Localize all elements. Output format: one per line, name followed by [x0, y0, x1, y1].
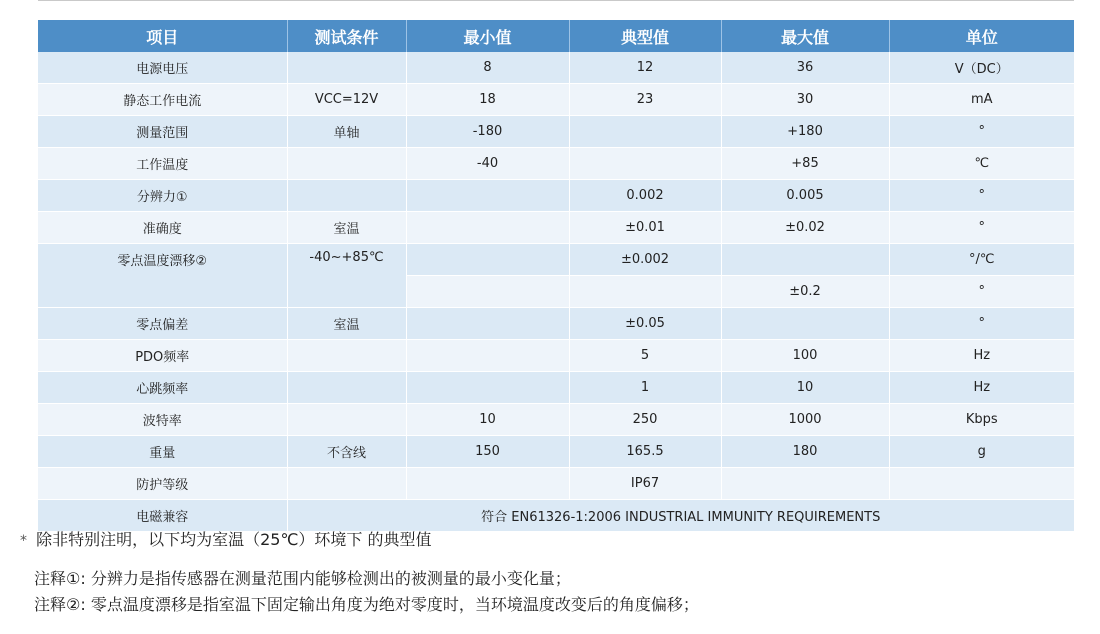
cell	[721, 308, 889, 340]
cell: 165.5	[569, 436, 721, 468]
cell	[406, 244, 569, 276]
table-row	[38, 340, 1074, 372]
header-cell: 最小值	[406, 20, 569, 52]
cell: -180	[406, 116, 569, 148]
cell: °	[889, 116, 1074, 148]
cell: ±0.01	[569, 212, 721, 244]
top-divider	[38, 0, 1074, 1]
cell	[406, 372, 569, 404]
cell: +180	[721, 116, 889, 148]
header-cell: 典型值	[569, 20, 721, 52]
cell: 1000	[721, 404, 889, 436]
cell: 心跳频率	[38, 372, 287, 404]
cell: ±0.002	[569, 244, 721, 276]
cell	[287, 180, 406, 212]
cell: 8	[406, 52, 569, 84]
cell	[406, 180, 569, 212]
cell: 重量	[38, 436, 287, 468]
cell: 30	[721, 84, 889, 116]
cell: V（DC）	[889, 52, 1074, 84]
header-cell: 最大值	[721, 20, 889, 52]
cell	[569, 276, 721, 308]
cell: 1	[569, 372, 721, 404]
footnote-star-text: 除非特别注明，以下均为室温（25℃）环境下 的典型值	[36, 530, 432, 549]
cell: °/℃	[889, 244, 1074, 276]
table-row	[38, 436, 1074, 468]
footnote-1: 注释①: 分辨力是指传感器在测量范围内能够检测出的被测量的最小变化量；	[34, 569, 571, 588]
header-cell: 项目	[38, 20, 287, 52]
footnote-2: 注释②: 零点温度漂移是指室温下固定输出角度为绝对零度时，当环境温度改变后的角度偏移；	[34, 595, 699, 614]
cell: 零点偏差	[38, 308, 287, 340]
cell: 12	[569, 52, 721, 84]
cell: mA	[889, 84, 1074, 116]
cell: VCC=12V	[287, 84, 406, 116]
cell: 单轴	[287, 116, 406, 148]
cell: Hz	[889, 340, 1074, 372]
cell	[721, 244, 889, 276]
table-row	[38, 244, 1074, 276]
cell: 室温	[287, 212, 406, 244]
cell: 工作温度	[38, 148, 287, 180]
footnote-star-line	[20, 527, 432, 550]
cell: -40~+85℃	[287, 244, 406, 308]
cell: IP67	[569, 468, 721, 500]
cell: °	[889, 180, 1074, 212]
cell: 100	[721, 340, 889, 372]
cell	[406, 276, 569, 308]
cell: 250	[569, 404, 721, 436]
cell: 电源电压	[38, 52, 287, 84]
table-row	[38, 372, 1074, 404]
cell: 10	[406, 404, 569, 436]
cell	[287, 404, 406, 436]
cell	[287, 148, 406, 180]
cell: -40	[406, 148, 569, 180]
cell: 0.002	[569, 180, 721, 212]
cell: Kbps	[889, 404, 1074, 436]
cell: Hz	[889, 372, 1074, 404]
table-row	[38, 212, 1074, 244]
cell	[406, 340, 569, 372]
cell	[889, 468, 1074, 500]
cell: 150	[406, 436, 569, 468]
cell: ±0.02	[721, 212, 889, 244]
cell	[287, 372, 406, 404]
footnote-star-mark: *	[20, 533, 27, 549]
cell: 5	[569, 340, 721, 372]
cell: 准确度	[38, 212, 287, 244]
cell: 180	[721, 436, 889, 468]
cell: 分辨力①	[38, 180, 287, 212]
cell: 零点温度漂移②	[38, 244, 287, 308]
cell: 室温	[287, 308, 406, 340]
cell: 23	[569, 84, 721, 116]
spec-table	[38, 20, 1074, 532]
table-row	[38, 84, 1074, 116]
cell: 0.005	[721, 180, 889, 212]
cell	[569, 148, 721, 180]
header-row	[38, 20, 1074, 52]
cell: ±0.05	[569, 308, 721, 340]
cell	[406, 308, 569, 340]
cell: 防护等级	[38, 468, 287, 500]
cell: 符合 EN61326-1:2006 INDUSTRIAL IMMUNITY REQUIREMENTS	[287, 500, 1074, 532]
cell: g	[889, 436, 1074, 468]
table-row	[38, 116, 1074, 148]
table-row	[38, 52, 1074, 84]
header-cell: 测试条件	[287, 20, 406, 52]
cell	[287, 468, 406, 500]
cell	[287, 52, 406, 84]
cell: 测量范围	[38, 116, 287, 148]
cell	[721, 468, 889, 500]
cell: 10	[721, 372, 889, 404]
cell: PDO频率	[38, 340, 287, 372]
table-row	[38, 180, 1074, 212]
table-row	[38, 404, 1074, 436]
cell: °	[889, 212, 1074, 244]
cell: °	[889, 276, 1074, 308]
cell	[569, 116, 721, 148]
cell: ±0.2	[721, 276, 889, 308]
cell	[406, 468, 569, 500]
cell	[406, 212, 569, 244]
cell: 18	[406, 84, 569, 116]
cell: 电磁兼容	[38, 500, 287, 532]
table-row	[38, 148, 1074, 180]
cell: 36	[721, 52, 889, 84]
cell	[287, 340, 406, 372]
table-row	[38, 468, 1074, 500]
cell: 静态工作电流	[38, 84, 287, 116]
table-row	[38, 308, 1074, 340]
cell: °	[889, 308, 1074, 340]
cell: +85	[721, 148, 889, 180]
header-cell: 单位	[889, 20, 1074, 52]
cell: ℃	[889, 148, 1074, 180]
cell: 不含线	[287, 436, 406, 468]
cell: 波特率	[38, 404, 287, 436]
